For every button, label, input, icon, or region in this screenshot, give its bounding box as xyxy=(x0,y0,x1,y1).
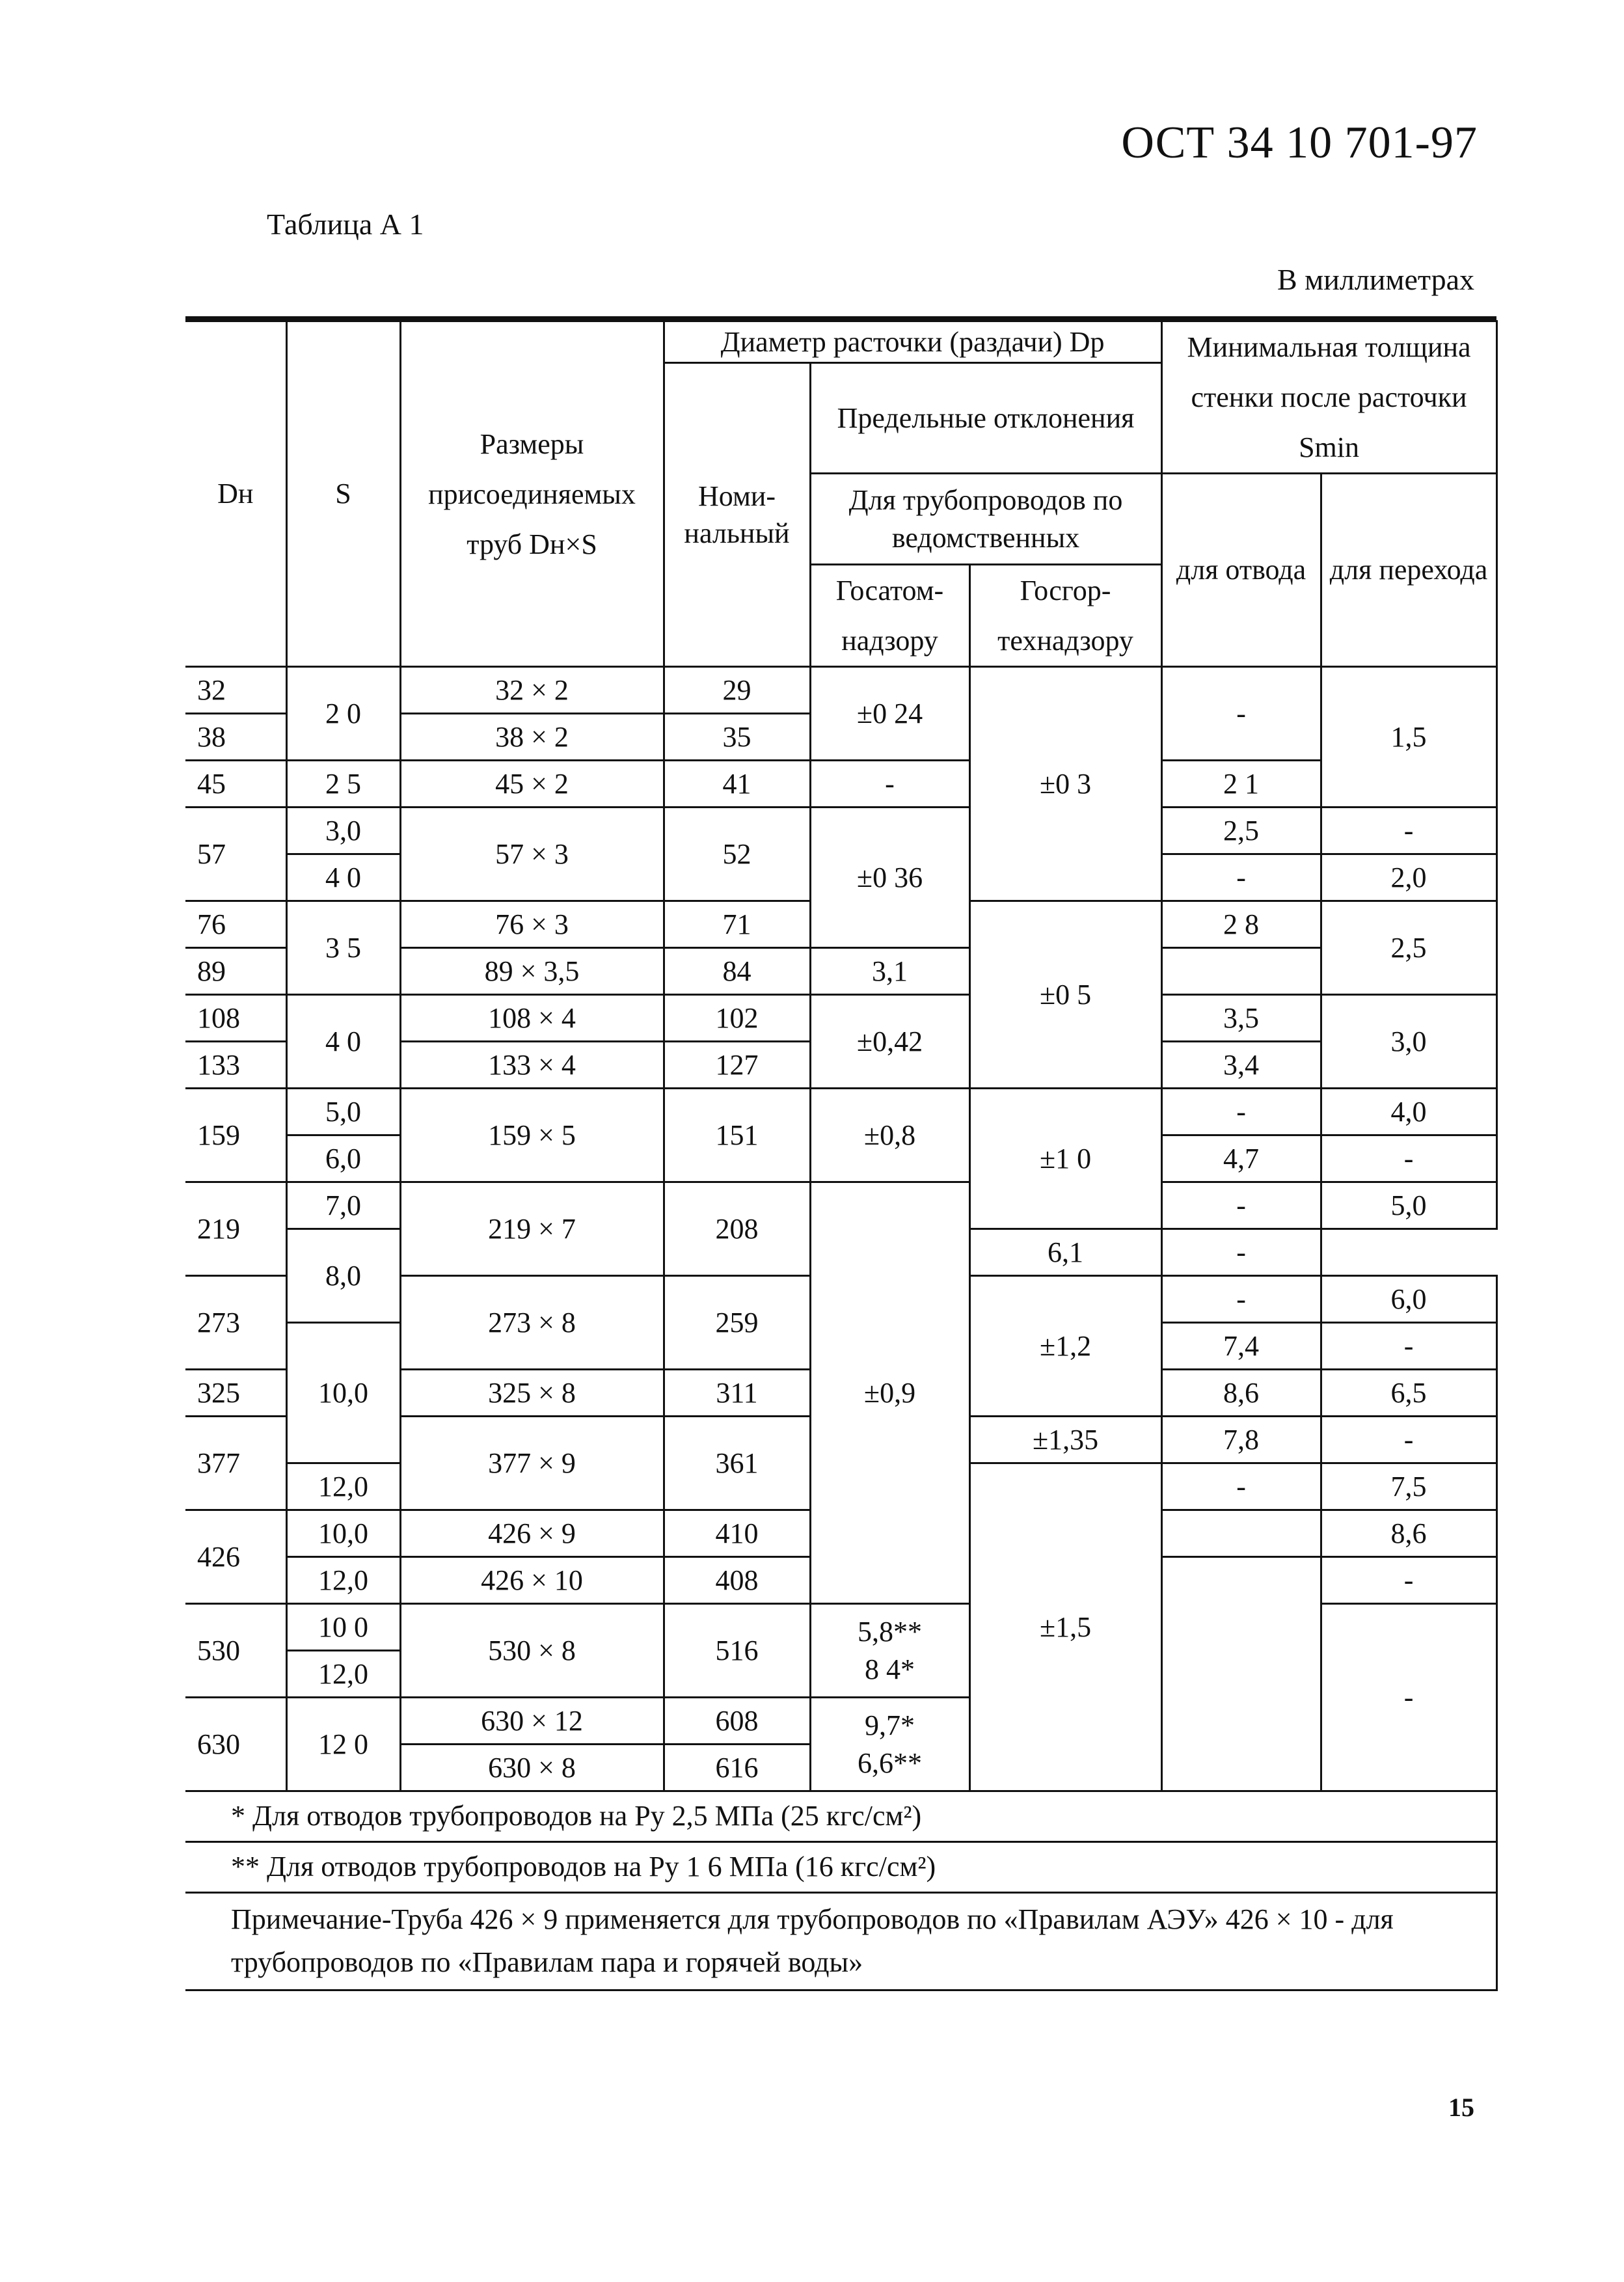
size-cell: 325 × 8 xyxy=(400,1370,664,1417)
s-cell: 3 5 xyxy=(286,901,400,995)
branch-cell: 7,4 xyxy=(1161,1323,1321,1370)
s-cell: 12,0 xyxy=(286,1557,400,1604)
size-cell: 45 × 2 xyxy=(400,761,664,808)
dn-cell: 76 xyxy=(185,901,286,948)
transition-cell: - xyxy=(1321,1417,1496,1463)
gosatom-cell: ±0 36 xyxy=(810,808,969,948)
dn-cell: 32 xyxy=(185,667,286,714)
size-cell: 89 × 3,5 xyxy=(400,948,664,995)
s-cell: 12 0 xyxy=(286,1698,400,1791)
branch-value-a: 5,8** xyxy=(858,1616,922,1648)
dn-cell: 38 xyxy=(185,714,286,761)
header-nominal: Номи-нальный xyxy=(664,363,810,667)
nominal-cell: 127 xyxy=(664,1042,810,1089)
dn-cell: 159 xyxy=(185,1089,286,1182)
branch-cell: 6,1 xyxy=(969,1229,1161,1276)
dn-cell: 273 xyxy=(185,1276,286,1370)
size-cell: 108 × 4 xyxy=(400,995,664,1042)
gosatom-cell: ±0 24 xyxy=(810,667,969,761)
size-cell: 159 × 5 xyxy=(400,1089,664,1182)
nominal-cell: 102 xyxy=(664,995,810,1042)
branch-cell: 8,6 xyxy=(1321,1510,1496,1557)
branch-cell: 2 1 xyxy=(1161,761,1321,808)
transition-cell: - xyxy=(1161,1229,1321,1276)
transition-cell: 5,0 xyxy=(1321,1182,1496,1229)
gosgor-cell: ±0 5 xyxy=(969,901,1161,1089)
transition-cell: 4,0 xyxy=(1321,1089,1496,1135)
nominal-cell: 361 xyxy=(664,1417,810,1510)
gosatom-cell: - xyxy=(810,761,969,808)
transition-cell: 7,5 xyxy=(1321,1463,1496,1510)
size-cell: 219 × 7 xyxy=(400,1182,664,1276)
footnote-1: * Для отводов трубопроводов на Ру 2,5 МПа (25 кгс/см²) xyxy=(185,1791,1496,1842)
gosatom-cell: ±0,9 xyxy=(810,1182,969,1604)
transition-cell: - xyxy=(1321,808,1496,854)
footnote-2: ** Для отводов трубопроводов на Ру 1 6 МПа (16 кгс/см²) xyxy=(185,1841,1496,1892)
header-transition: для перехода xyxy=(1321,474,1496,667)
s-cell: 2 0 xyxy=(286,667,400,761)
dn-cell: 426 xyxy=(185,1510,286,1604)
header-branch: для отвода xyxy=(1161,474,1321,667)
s-cell: 12,0 xyxy=(286,1651,400,1698)
header-dp-group: Диаметр расточки (раздачи) Dp xyxy=(664,321,1161,363)
branch-cell: 2 8 xyxy=(1161,901,1321,948)
transition-cell: 2,5 xyxy=(1321,901,1496,995)
branch-cell: 2,5 xyxy=(1161,808,1321,854)
gosgor-cell: ±0 3 xyxy=(969,667,1161,901)
branch-cell: 3,5 xyxy=(1161,995,1321,1042)
table-title: Таблица А 1 xyxy=(267,208,424,241)
size-cell: 133 × 4 xyxy=(400,1042,664,1089)
gosgor-cell: ±1,2 xyxy=(969,1276,1161,1417)
dn-cell: 630 xyxy=(185,1698,286,1791)
nominal-cell: 516 xyxy=(664,1604,810,1698)
branch-cell xyxy=(810,1604,969,1698)
gosatom-cell xyxy=(1161,1510,1321,1557)
branch-cell: - xyxy=(1161,1276,1321,1323)
branch-cell: 8,6 xyxy=(1161,1370,1321,1417)
transition-cell: 2,0 xyxy=(1321,854,1496,901)
dn-cell: 108 xyxy=(185,995,286,1042)
branch-cell: - xyxy=(1161,1182,1321,1229)
nominal-cell: 151 xyxy=(664,1089,810,1182)
s-cell: 10,0 xyxy=(286,1510,400,1557)
branch-value-a: 9,7* xyxy=(865,1709,915,1742)
header-dn: Dн xyxy=(185,321,286,667)
dn-cell: 133 xyxy=(185,1042,286,1089)
s-cell: 7,0 xyxy=(286,1182,400,1229)
branch-cell: 4,7 xyxy=(1161,1135,1321,1182)
nominal-cell: 311 xyxy=(664,1370,810,1417)
branch-value-b: 6,6** xyxy=(858,1746,922,1779)
branch-cell: - xyxy=(1161,1089,1321,1135)
transition-cell: - xyxy=(1321,1323,1496,1370)
transition-cell: 6,0 xyxy=(1321,1276,1496,1323)
nominal-cell: 410 xyxy=(664,1510,810,1557)
nominal-cell: 208 xyxy=(664,1182,810,1276)
transition-cell: - xyxy=(1321,1604,1496,1791)
nominal-cell: 259 xyxy=(664,1276,810,1370)
size-cell: 530 × 8 xyxy=(400,1604,664,1698)
gosatom-cell xyxy=(1161,1557,1321,1791)
s-cell: 6,0 xyxy=(286,1135,400,1182)
units-caption: В миллиметрах xyxy=(1277,263,1474,296)
size-cell: 273 × 8 xyxy=(400,1276,664,1370)
nominal-cell: 616 xyxy=(664,1745,810,1791)
branch-cell: - xyxy=(1161,667,1321,761)
gosgor-cell: ±1,5 xyxy=(969,1463,1161,1791)
header-gosgor: Госгор-технадзору xyxy=(969,565,1161,667)
dn-cell: 530 xyxy=(185,1604,286,1698)
header-sizes: Размеры присоединяемых труб Dн×S xyxy=(400,321,664,667)
branch-cell: 3,4 xyxy=(1161,1042,1321,1089)
branch-cell: 7,8 xyxy=(1161,1417,1321,1463)
gosatom-cell: ±0,42 xyxy=(810,995,969,1089)
size-cell: 57 × 3 xyxy=(400,808,664,901)
document-code: ОСТ 34 10 701-97 xyxy=(1121,118,1478,168)
size-cell: 38 × 2 xyxy=(400,714,664,761)
size-cell: 426 × 10 xyxy=(400,1557,664,1604)
table-note: Примечание-Труба 426 × 9 применяется для трубопроводов по «Правилам АЭУ» 426 × 10 - для трубопроводов по «Правилам пара и горячей воды» xyxy=(185,1892,1496,1990)
nominal-cell: 29 xyxy=(664,667,810,714)
size-cell: 630 × 8 xyxy=(400,1745,664,1791)
s-cell: 8,0 xyxy=(286,1229,400,1323)
nominal-cell: 84 xyxy=(664,948,810,995)
dn-cell: 325 xyxy=(185,1370,286,1417)
s-cell: 10,0 xyxy=(286,1323,400,1463)
s-cell: 2 5 xyxy=(286,761,400,808)
s-cell: 10 0 xyxy=(286,1604,400,1651)
size-cell: 630 × 12 xyxy=(400,1698,664,1745)
s-cell: 3,0 xyxy=(286,808,400,854)
header-gosatom: Госатом-надзору xyxy=(810,565,969,667)
transition-cell: 3,0 xyxy=(1321,995,1496,1089)
nominal-cell: 408 xyxy=(664,1557,810,1604)
gosatom-cell: ±0,8 xyxy=(810,1089,969,1182)
size-cell: 426 × 9 xyxy=(400,1510,664,1557)
page-number: 15 xyxy=(1448,2093,1474,2122)
s-cell: 12,0 xyxy=(286,1463,400,1510)
dn-cell: 377 xyxy=(185,1417,286,1510)
dn-cell: 89 xyxy=(185,948,286,995)
nominal-cell: 71 xyxy=(664,901,810,948)
s-cell: 4 0 xyxy=(286,854,400,901)
branch-cell: 3,1 xyxy=(810,948,969,995)
dn-cell: 219 xyxy=(185,1182,286,1276)
nominal-cell: 52 xyxy=(664,808,810,901)
branch-cell xyxy=(810,1698,969,1791)
header-pipelines: Для трубопроводов по ведомственных xyxy=(810,474,1161,565)
dimensions-table xyxy=(185,320,1498,1991)
size-cell: 377 × 9 xyxy=(400,1417,664,1510)
gosgor-cell: ±1,35 xyxy=(969,1417,1161,1463)
nominal-cell: 35 xyxy=(664,714,810,761)
nominal-cell: 608 xyxy=(664,1698,810,1745)
branch-value-b: 8 4* xyxy=(865,1653,915,1685)
s-cell: 5,0 xyxy=(286,1089,400,1135)
transition-cell: 6,5 xyxy=(1321,1370,1496,1417)
header-s: S xyxy=(286,321,400,667)
dn-cell: 45 xyxy=(185,761,286,808)
branch-cell: - xyxy=(1321,1557,1496,1604)
transition-cell: 1,5 xyxy=(1321,667,1496,808)
transition-cell: - xyxy=(1321,1135,1496,1182)
branch-cell: - xyxy=(1161,854,1321,901)
nominal-cell: 41 xyxy=(664,761,810,808)
gosgor-cell: ±1 0 xyxy=(969,1089,1161,1229)
header-smin-group: Минимальная толщина стенки после расточки Smin xyxy=(1161,321,1496,474)
header-limits: Предельные отклонения xyxy=(810,363,1161,474)
size-cell: 32 × 2 xyxy=(400,667,664,714)
dn-cell: 57 xyxy=(185,808,286,901)
branch-cell: - xyxy=(1161,1463,1321,1510)
size-cell: 76 × 3 xyxy=(400,901,664,948)
s-cell: 4 0 xyxy=(286,995,400,1089)
